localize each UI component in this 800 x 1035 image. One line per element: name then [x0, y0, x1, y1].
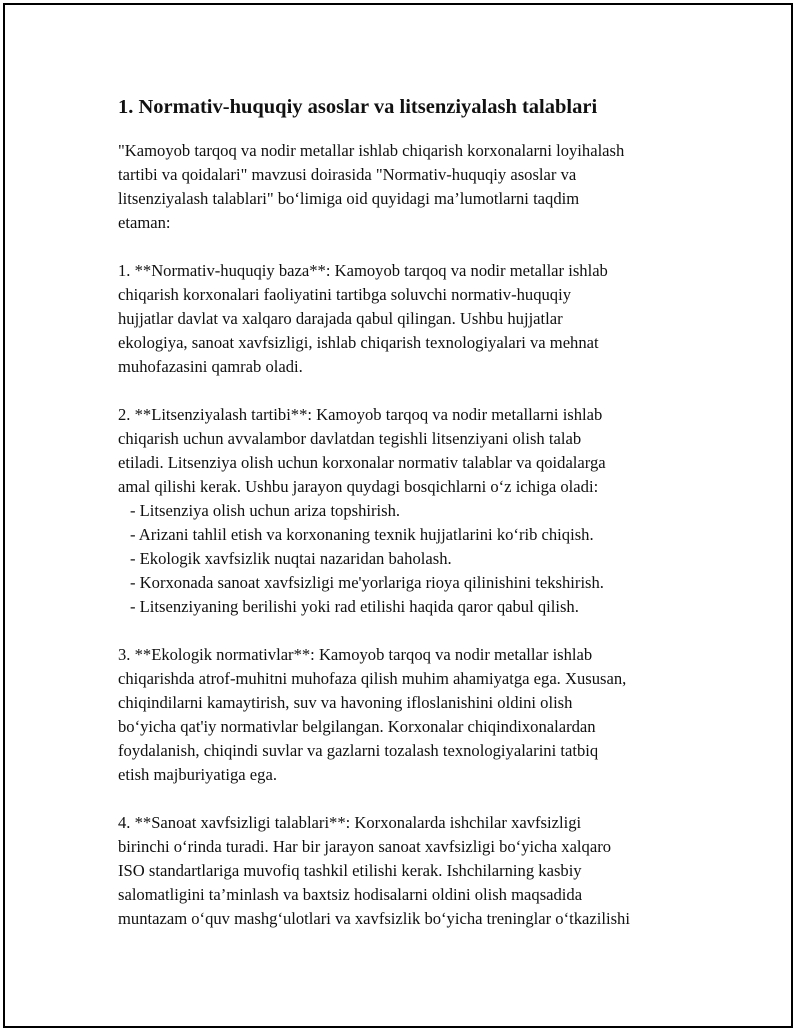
- intro-paragraph: [118, 139, 698, 235]
- text-line: "Kamoyob tarqoq va nodir metallar ishlab chiqarish korxonalarni loyihalash: [118, 141, 625, 160]
- text-line: salomatligini ta’minlash va baxtsiz hodisalarni oldini olish maqsadida: [118, 885, 583, 904]
- section-normativ-baza: [118, 259, 698, 379]
- text-line: etiladi. Litsenziya olish uchun korxonalar normativ talablar va qoidalarga: [118, 453, 606, 472]
- text-line: litsenziyalash talablari" bo‘limiga oid quyidagi ma’lumotlarni taqdim: [118, 189, 580, 208]
- text-line: muhofazasini qamrab oladi.: [118, 357, 303, 376]
- section-litsenziyalash: [118, 403, 698, 619]
- document-title: 1. Normativ-huquqiy asoslar va litsenziyalash talablari: [118, 96, 598, 118]
- text-line: ekologiya, sanoat xavfsizligi, ishlab chiqarish texnologiyalari va mehnat: [118, 333, 599, 352]
- text-line: chiqarishda atrof-muhitni muhofaza qilish muhim ahamiyatga ega. Xususan,: [118, 669, 627, 688]
- text-line: hujjatlar davlat va xalqaro darajada qabul qilingan. Ushbu hujjatlar: [118, 309, 563, 328]
- text-line: birinchi o‘rinda turadi. Har bir jarayon sanoat xavfsizligi bo‘yicha xalqaro: [118, 837, 612, 856]
- section-ekologik-normativlar: [118, 643, 698, 787]
- text-line: 4. **Sanoat xavfsizligi talablari**: Korxonalarda ishchilar xavfsizligi: [118, 813, 582, 832]
- document-body: [118, 95, 698, 955]
- text-line: ISO standartlariga muvofiq tashkil etilishi kerak. Ishchilarning kasbiy: [118, 861, 582, 880]
- text-line: foydalanish, chiqindi suvlar va gazlarni tozalash texnologiyalarini tatbiq: [118, 741, 599, 760]
- text-line: etish majburiyatiga ega.: [118, 765, 277, 784]
- text-line: 2. **Litsenziyalash tartibi**: Kamoyob tarqoq va nodir metallarni ishlab: [118, 405, 603, 424]
- list-item: - Ekologik xavfsizlik nuqtai nazaridan baholash.: [130, 549, 452, 568]
- text-line: muntazam o‘quv mashg‘ulotlari va xavfsizlik bo‘yicha treninglar o‘tkazilishi: [118, 909, 630, 928]
- list-item: - Arizani tahlil etish va korxonaning texnik hujjatlarini ko‘rib chiqish.: [130, 525, 594, 544]
- text-line: chiqarish korxonalari faoliyatini tartibga soluvchi normativ-huquqiy: [118, 285, 571, 304]
- text-line: 3. **Ekologik normativlar**: Kamoyob tarqoq va nodir metallar ishlab: [118, 645, 593, 664]
- section-sanoat-xavfsizligi: [118, 811, 698, 931]
- text-line: 1. **Normativ-huquqiy baza**: Kamoyob tarqoq va nodir metallar ishlab: [118, 261, 608, 280]
- list-item: - Litsenziyaning berilishi yoki rad etilishi haqida qaror qabul qilish.: [130, 597, 579, 616]
- text-line: tartibi va qoidalari" mavzusi doirasida "Normativ-huquqiy asoslar va: [118, 165, 577, 184]
- list-item: - Litsenziya olish uchun ariza topshirish.: [130, 501, 401, 520]
- text-line: chiqarish uchun avvalambor davlatdan tegishli litsenziyani olish talab: [118, 429, 582, 448]
- text-line: etaman:: [118, 213, 171, 232]
- list-item: - Korxonada sanoat xavfsizligi me'yorlariga rioya qilinishini tekshirish.: [130, 573, 604, 592]
- text-line: amal qilishi kerak. Ushbu jarayon quydagi bosqichlarni o‘z ichiga oladi:: [118, 477, 599, 496]
- text-line: chiqindilarni kamaytirish, suv va havoning ifloslanishini oldini olish: [118, 693, 573, 712]
- text-line: bo‘yicha qat'iy normativlar belgilangan. Korxonalar chiqindixonalardan: [118, 717, 596, 736]
